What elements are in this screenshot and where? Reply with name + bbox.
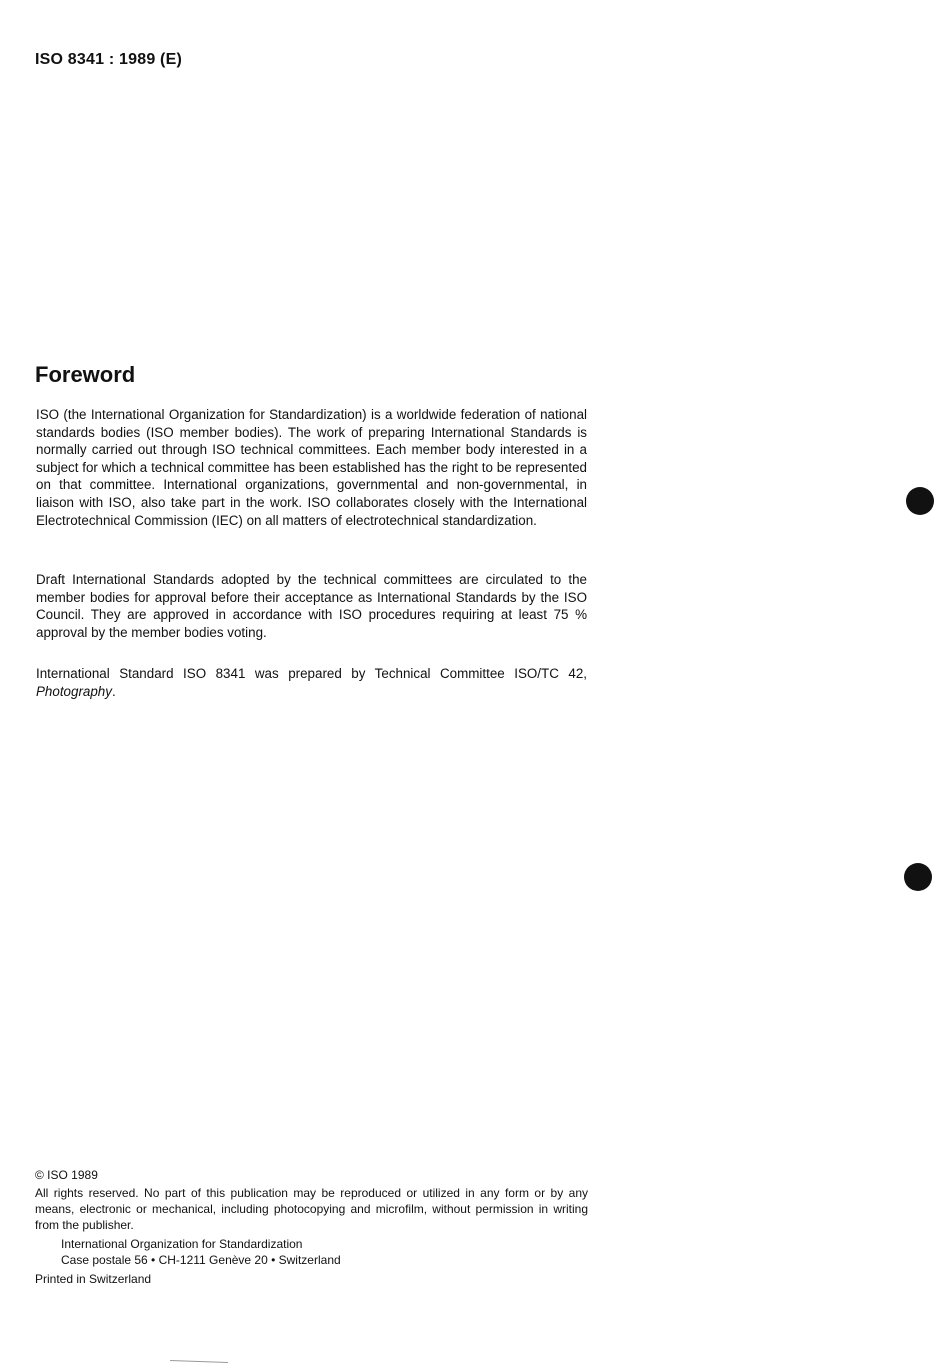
punch-hole-mark [906,487,934,515]
foreword-paragraph-3 [36,665,587,700]
scan-artifact [170,1360,228,1367]
foreword-paragraph-1: ISO (the International Organization for Standardization) is a worldwide federation of national standards bodies (ISO member bodies). The work of preparing International Standards is normally carried out through ISO technical committees. Each member body interested in a subject for which a technical committee has been established has the right to be represented on that committee. International organizations, governmental and non-governmental, in liaison with ISO, also take part in the work. ISO collaborates closely with the International Electrotechnical Commission (IEC) on all matters of electrotechnical standardization. [36,407,587,528]
publisher-address [61,1236,588,1268]
publisher-postal-address: Case postale 56 • CH-1211 Genève 20 • Switzerland [61,1253,341,1267]
copyright-block [35,1167,588,1287]
paragraph-3-lead: International Standard ISO 8341 was prepared by Technical Committee ISO/TC 42, [36,666,587,681]
printed-location: Printed in Switzerland [35,1272,152,1286]
publisher-name: International Organization for Standardization [61,1237,303,1251]
foreword-heading: Foreword [35,362,136,387]
committee-title: Photography [36,683,112,699]
punch-hole-mark [904,863,932,891]
foreword-paragraph-2: Draft International Standards adopted by the technical committees are circulated to the member bodies for approval before their acceptance as International Standards by the ISO Council. They are approved in accordance with ISO procedures requiring at least 75 % approval by the member bodies voting. [36,572,587,640]
rights-statement: All rights reserved. No part of this publication may be reproduced or utilized in any form or by any means, electronic or mechanical, including photocopying and microfilm, without permission in writing from the publisher. [35,1186,588,1232]
paragraph-3-end: . [111,683,116,699]
document-identifier: ISO 8341 : 1989 (E) [35,51,182,68]
copyright-notice: © ISO 1989 [35,1168,98,1182]
